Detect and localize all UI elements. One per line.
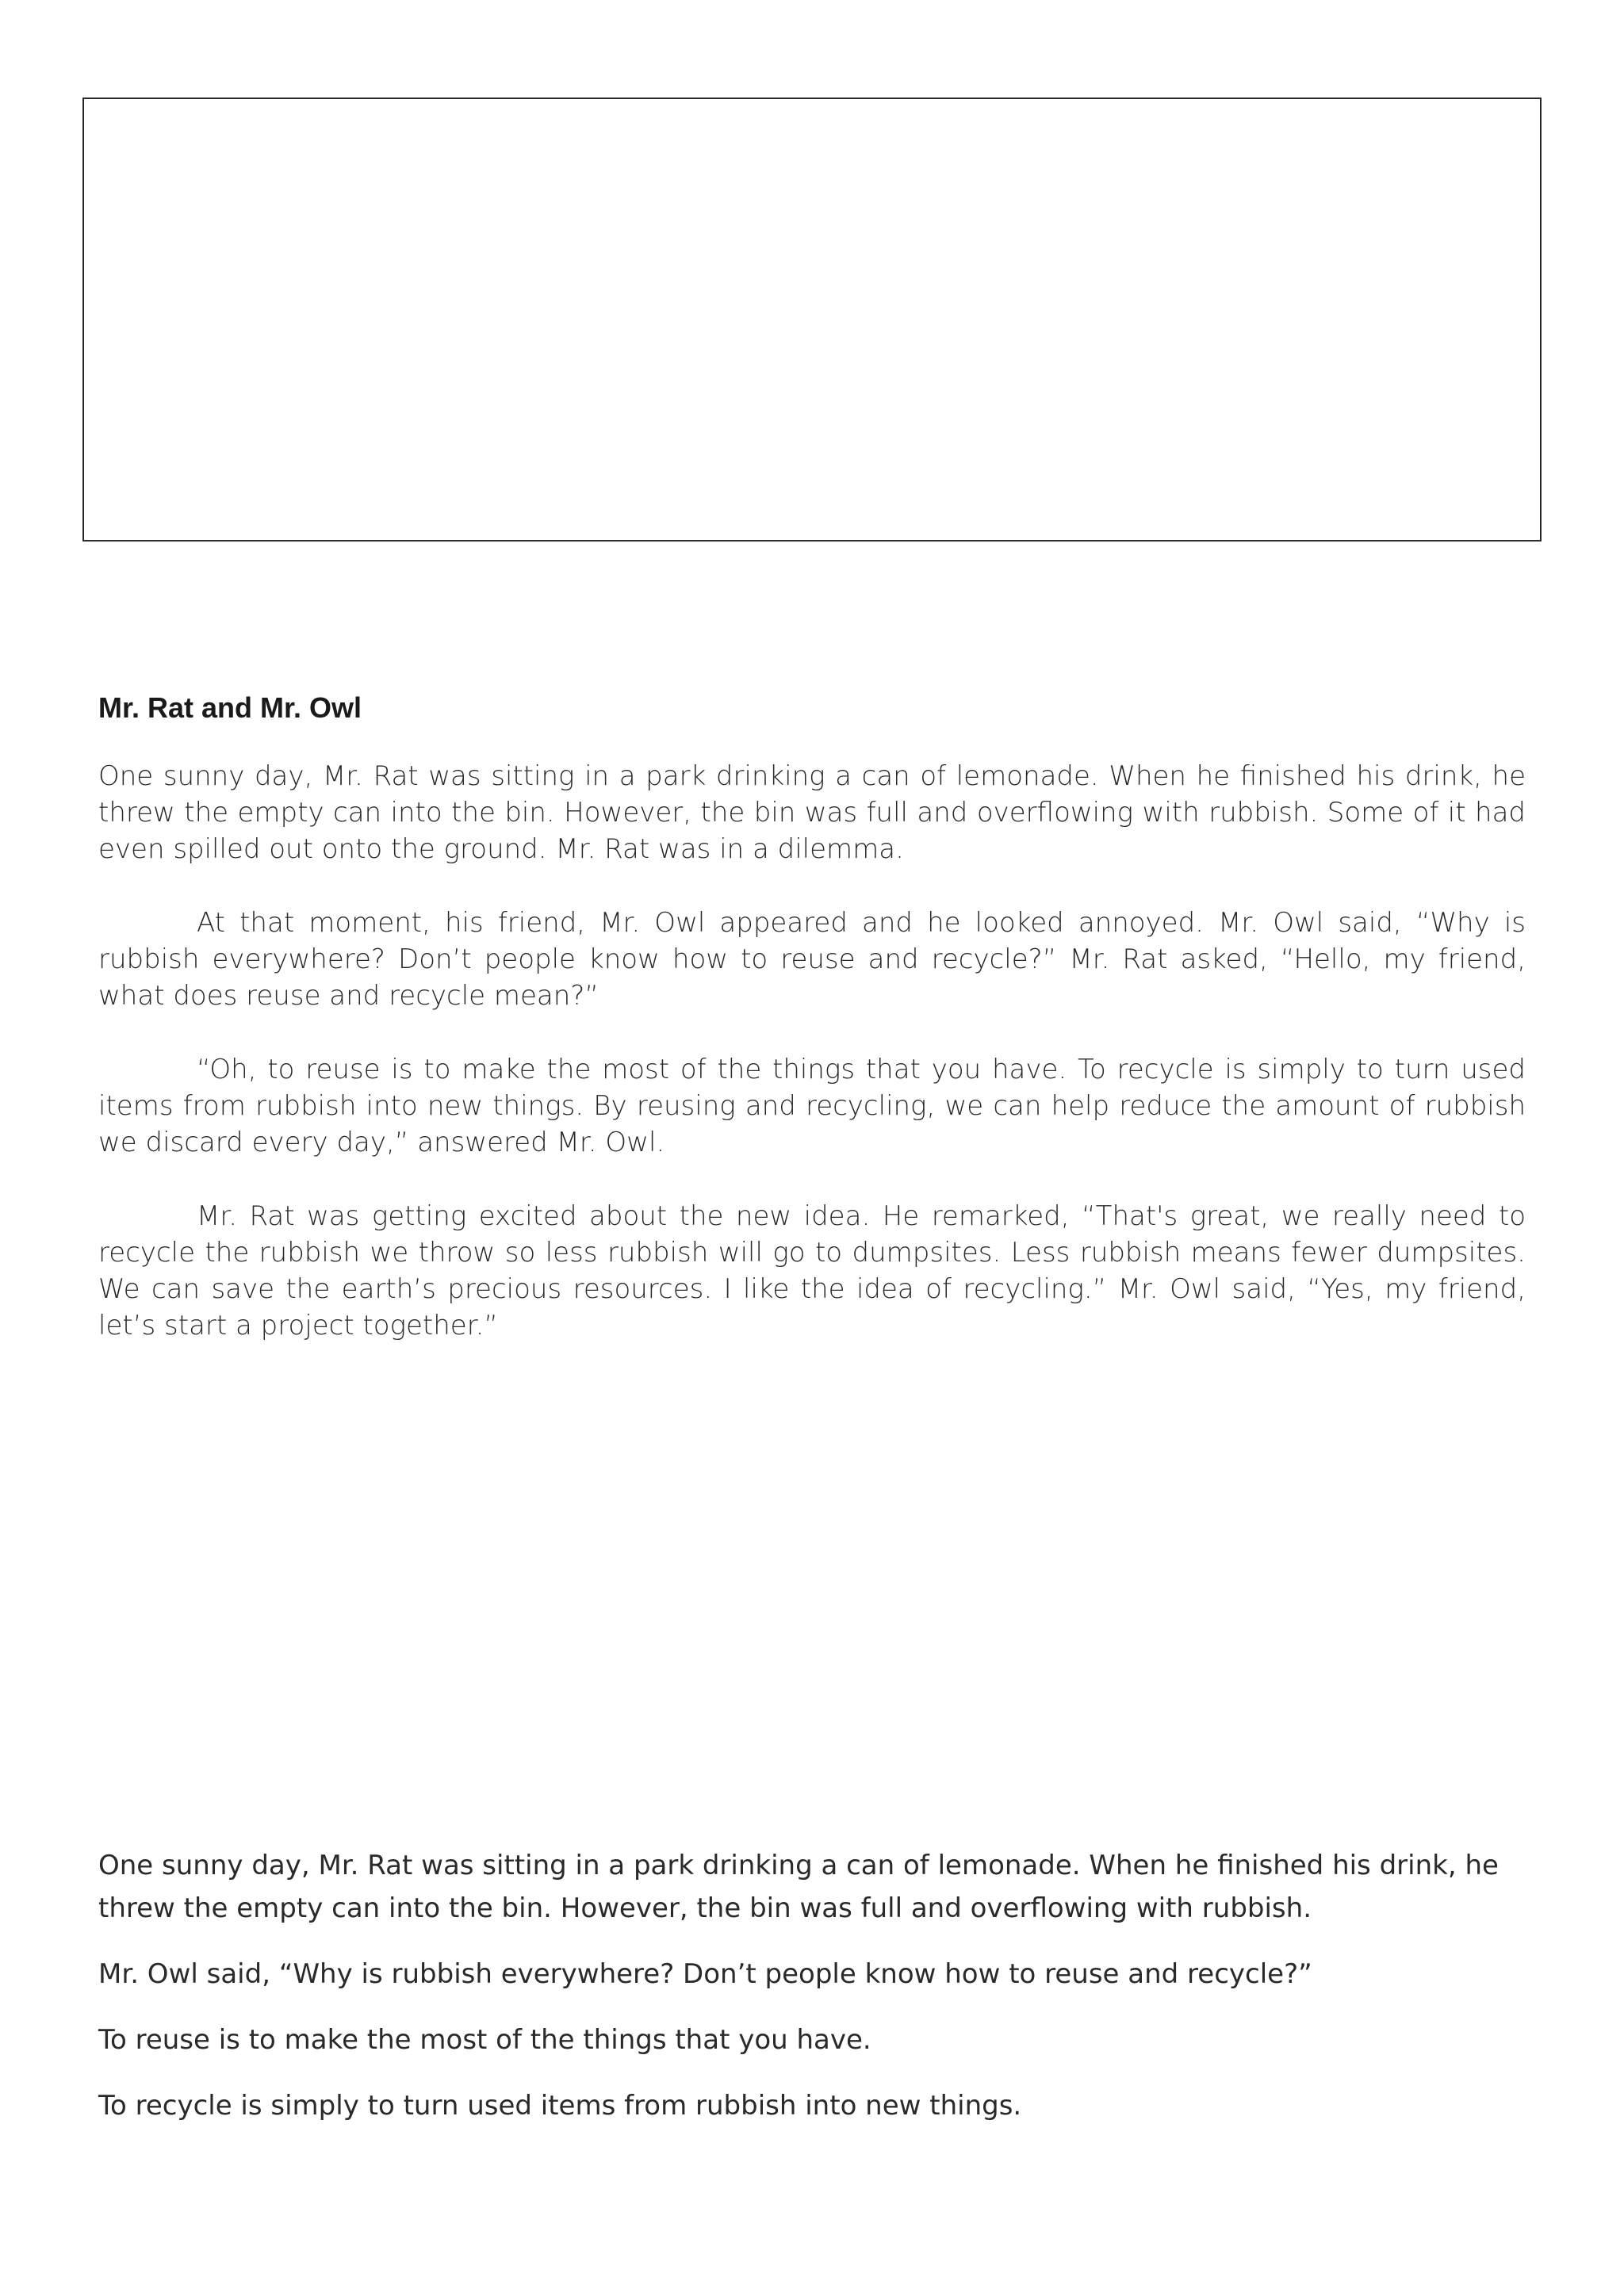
summary-section [98, 1844, 1526, 2150]
summary-line-2: Mr. Owl said, “Why is rubbish everywhere? Don’t people know how to reuse and recycle?” [98, 1958, 1312, 1990]
story-paragraph-4: Mr. Rat was getting excited about the new idea. He remarked, “That's great, we really need to recycle the rubbish we throw so less rubbish will go to dumpsites. Less rubbish means fewer dumpsites. We can save the earth’s precious resources. I like the idea of recycling.” Mr. Owl said, “Yes, my friend, let’s start a project together.” [98, 1200, 1526, 1341]
story-paragraph-3: “Oh, to reuse is to make the most of the things that you have. To recycle is simply to turn used items from rubbish into new things. By reusing and recycling, we can help reduce the amount of rubbish we discard every day,” answered Mr. Owl. [98, 1054, 1526, 1158]
story-paragraph-2: At that moment, his friend, Mr. Owl appeared and he looked annoyed. Mr. Owl said, “Why is rubbish everywhere? Don’t people know how to reuse and recycle?” Mr. Rat asked, “Hello, my friend, what does reuse and recycle mean?” [98, 907, 1526, 1012]
summary-line-1: One sunny day, Mr. Rat was sitting in a park drinking a can of lemonade. When he finished his drink, he threw the empty can into the bin. However, the bin was full and overflowing with rubbish. [98, 1850, 1499, 1924]
empty-drawing-box [82, 98, 1542, 541]
summary-line-3: To reuse is to make the most of the things that you have. [98, 2024, 871, 2056]
summary-line-4: To recycle is simply to turn used items from rubbish into new things. [98, 2090, 1022, 2122]
story-paragraph-1: One sunny day, Mr. Rat was sitting in a park drinking a can of lemonade. When he finished his drink, he threw the empty can into the bin. However, the bin was full and overflowing with rubbish. Some of it had even spilled out onto the ground. Mr. Rat was in a dilemma. [98, 760, 1526, 865]
story-title: Mr. Rat and Mr. Owl [98, 691, 362, 724]
story-section [98, 690, 1526, 1381]
